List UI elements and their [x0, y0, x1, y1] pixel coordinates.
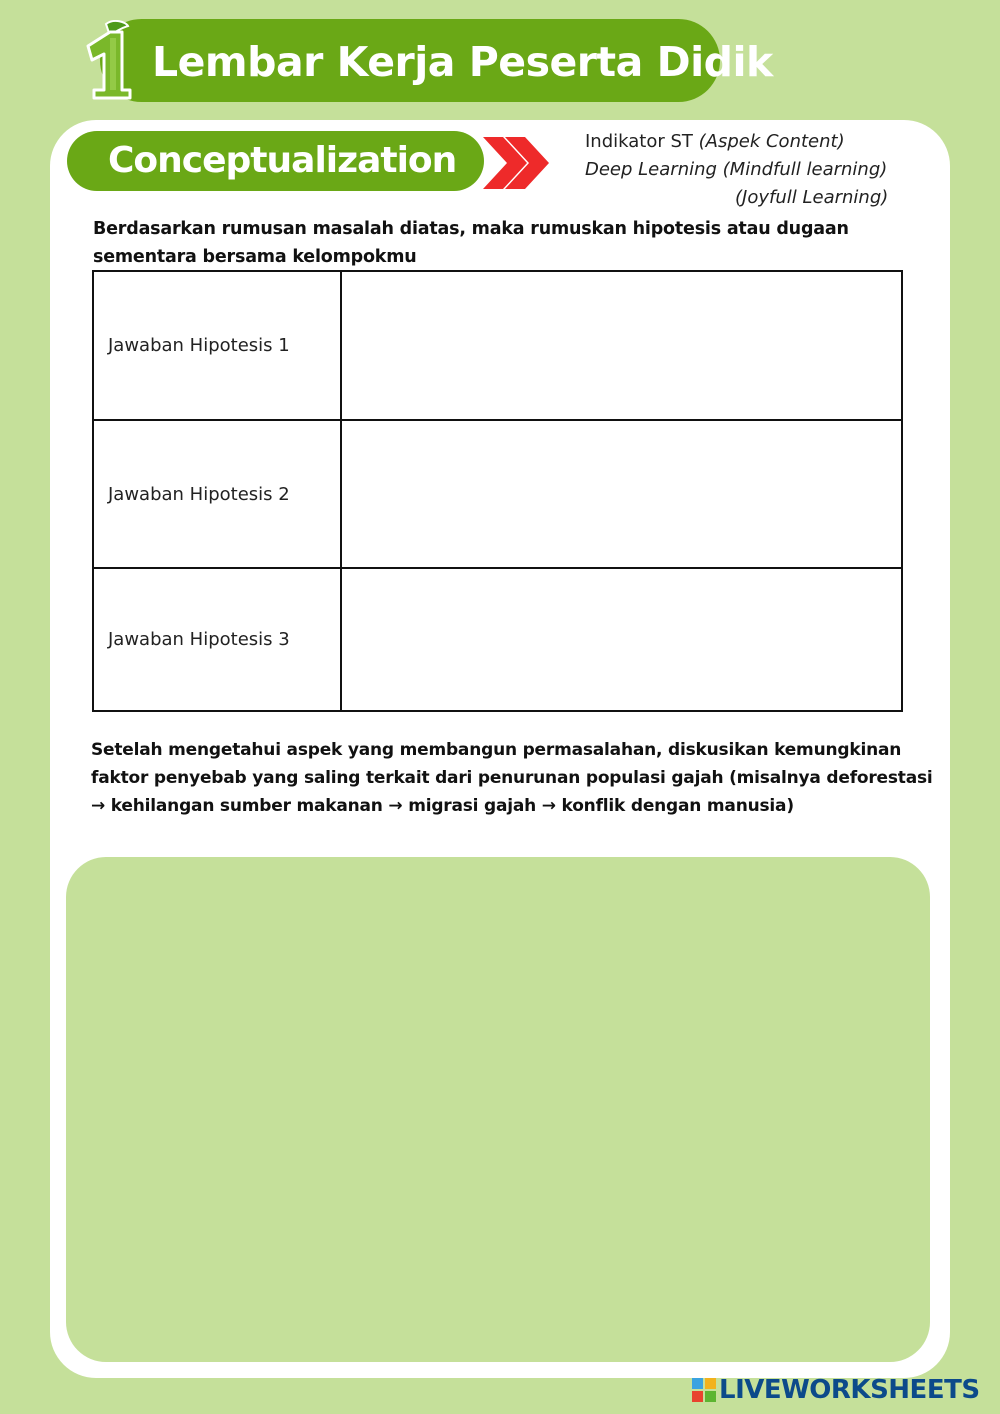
indicator-block	[585, 128, 930, 212]
indicator-aspect: (Aspek	[698, 131, 766, 152]
hypothesis-answer-3[interactable]	[341, 568, 902, 711]
hypothesis-label-1: Jawaban Hipotesis 1	[93, 271, 341, 420]
hypothesis-instruction: Berdasarkan rumusan masalah diatas, maka rumuskan hipotesis atau dugaan sementara bersama kelompokmu	[93, 219, 849, 267]
hypothesis-label-2: Jawaban Hipotesis 2	[93, 420, 341, 568]
hypothesis-table	[92, 270, 903, 712]
liveworksheets-grid-icon	[692, 1378, 716, 1402]
indicator-line-2: Deep Learning (Mindfull learning)	[585, 159, 888, 180]
table-row	[93, 568, 902, 711]
indicator-content: Content)	[765, 131, 845, 152]
table-row	[93, 271, 902, 420]
double-chevron-right-icon	[481, 133, 551, 193]
table-row	[93, 420, 902, 568]
discussion-answer-area[interactable]	[66, 857, 930, 1362]
section-title: Conceptualization	[108, 140, 457, 181]
indicator-line-3: (Joyfull Learning)	[735, 187, 889, 208]
number-one-sprout-icon	[80, 20, 140, 100]
indicator-label: Indikator ST	[585, 131, 699, 152]
page-title: Lembar Kerja Peserta Didik	[152, 38, 773, 86]
hypothesis-label-3: Jawaban Hipotesis 3	[93, 568, 341, 711]
hypothesis-answer-1[interactable]	[341, 271, 902, 420]
cause-factors-instruction: Setelah mengetahui aspek yang membangun permasalahan, diskusikan kemungkinan faktor penyebab yang saling terkait dari penurunan populasi gajah (misalnya deforestasi → kehilangan sumber makanan → migrasi gajah → konflik dengan manusia)	[91, 740, 933, 816]
hypothesis-answer-2[interactable]	[341, 420, 902, 568]
indicator-line-1	[585, 128, 930, 156]
liveworksheets-brand: LIVEWORKSHEETS	[719, 1375, 980, 1405]
liveworksheets-logo	[692, 1374, 980, 1406]
